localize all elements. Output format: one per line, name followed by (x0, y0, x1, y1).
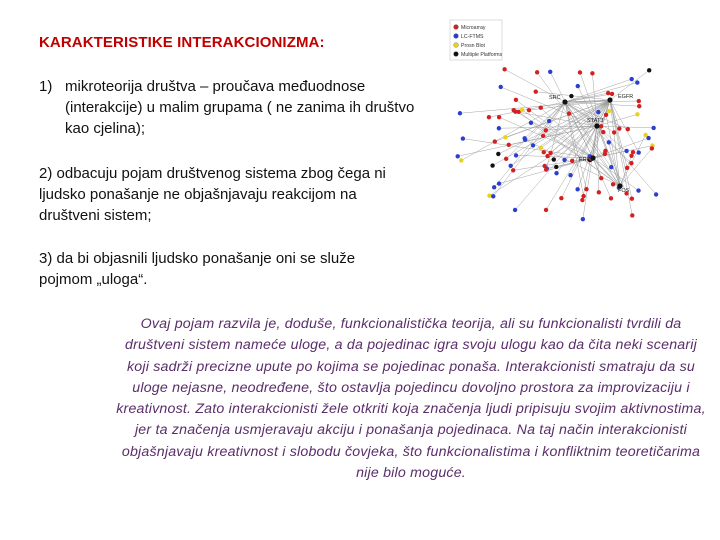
network-edges (458, 69, 656, 219)
network-node (496, 152, 500, 156)
network-node (497, 115, 501, 119)
network-node (529, 121, 533, 125)
legend-marker (454, 25, 459, 30)
network-node (597, 190, 601, 194)
network-hub-node (607, 97, 612, 102)
network-node (617, 126, 621, 130)
network-node (511, 168, 515, 172)
network-node (541, 134, 545, 138)
network-node (580, 198, 584, 202)
network-node (630, 196, 634, 200)
network-node (539, 146, 543, 150)
legend-label: Microarray (461, 25, 486, 31)
network-node (544, 128, 548, 132)
network-node (635, 112, 639, 116)
network-node (511, 108, 515, 112)
network-node (603, 152, 607, 156)
network-node (631, 150, 635, 154)
network-node (650, 146, 654, 150)
network-edge (610, 100, 639, 153)
network-node (547, 119, 551, 123)
network-node (609, 165, 613, 169)
network-node (552, 157, 556, 161)
network-node (624, 149, 628, 153)
network-node (599, 176, 603, 180)
network-hub-label: EGFR (618, 94, 634, 100)
network-node (575, 187, 579, 191)
network-node (527, 108, 531, 112)
network-node (513, 208, 517, 212)
slide-title: KARAKTERISTIKE INTERAKCIONIZMA: (39, 34, 325, 51)
network-node (569, 94, 573, 98)
network-node (609, 196, 613, 200)
network-node (607, 140, 611, 144)
network-node (625, 166, 629, 170)
network-node (535, 70, 539, 74)
network-node (487, 193, 491, 197)
network-node (607, 109, 611, 113)
network-node (497, 181, 501, 185)
network-node (542, 150, 546, 154)
network-node (507, 143, 511, 147)
network-node (635, 80, 639, 84)
network-node (559, 196, 563, 200)
network-node (502, 67, 506, 71)
network-node (654, 192, 658, 196)
network-node (611, 182, 615, 186)
point-1 (39, 76, 429, 139)
network-node (647, 68, 651, 72)
network-figure (425, 18, 665, 228)
network-graph (425, 18, 665, 228)
network-node (562, 158, 566, 162)
network-node (493, 139, 497, 143)
network-edge (610, 100, 632, 215)
network-node (491, 194, 495, 198)
network-node (646, 136, 650, 140)
network-node (629, 77, 633, 81)
network-node (459, 158, 463, 162)
point-3-text: 3) da bi objasnili ljudsko ponašanje oni se služe pojmom „uloga“. (39, 250, 356, 288)
network-node (503, 135, 507, 139)
network-edge (522, 110, 593, 158)
network-node (487, 115, 491, 119)
network-node (508, 164, 512, 168)
network-node (629, 161, 633, 165)
point-2-text: 2) odbacuju pojam društvenog sistema zbog čega ni ljudsko ponašanje ne objašnjavaju reakcijom na društveni sistem; (39, 165, 386, 224)
network-node (548, 70, 552, 74)
network-hub-node (594, 123, 599, 128)
network-node (523, 138, 527, 142)
network-node (601, 130, 605, 134)
network-edge (515, 100, 610, 210)
network-hub-label: STAT3 (587, 118, 604, 124)
legend-marker (454, 34, 459, 39)
network-node (514, 98, 518, 102)
network-hub-node (562, 99, 567, 104)
network-hub-label: SRC (549, 95, 561, 101)
network-hub-label: ERK2 (579, 157, 594, 163)
network-node (520, 108, 524, 112)
network-node (554, 171, 558, 175)
network-node (554, 165, 558, 169)
network-node (606, 91, 610, 95)
network-nodes (456, 67, 659, 221)
network-node (610, 92, 614, 96)
network-node (497, 126, 501, 130)
legend-marker (454, 43, 459, 48)
network-edge (493, 102, 565, 196)
network-node (637, 104, 641, 108)
network-node (492, 185, 496, 189)
legend-label: LC-FTMS (461, 34, 484, 40)
network-edge (593, 158, 620, 186)
network-edge (597, 126, 599, 192)
legend-label: Prosn Blot (461, 43, 485, 49)
network-node (637, 99, 641, 103)
legend-marker (454, 52, 459, 57)
network-node (461, 136, 465, 140)
network-node (630, 213, 634, 217)
network-node (490, 163, 494, 167)
network-node (514, 153, 518, 157)
network-node (636, 188, 640, 192)
quote-paragraph: Ovaj pojam razvila je, doduše, funkcionalistička teorija, ali su funkcionalisti tvrdili da društveni sistem nameće uloge, a da pojedinac igra svoju ulogu kao da čita neki scenarij koji sadrži precizne upute po kojima se pojedinac ponaša. Interakcionisti smatraju da su uloge nejasne, neodređene, što ostavlja pojedincu dovoljno prostora za improvizaciju i kreativnost. Zato interakcionisti žele otkriti koja značenja ljudi pripisuju svojim aktivnostima, jer ta značenja usmjeravaju akciju i ponašanja pojedinaca. Na taj način interakcionisti objašnjavaju kreativnost i slobodu čovjeka, što funkcionalistima i konfliktnim teoretičarima nije bilo moguće. (116, 316, 706, 482)
network-node (596, 110, 600, 114)
network-node (545, 154, 549, 158)
network-legend (450, 20, 503, 60)
network-node (626, 127, 630, 131)
network-node (504, 157, 508, 161)
network-hub-label: FOS (618, 188, 630, 194)
network-node (576, 84, 580, 88)
network-node (637, 150, 641, 154)
network-node (570, 159, 574, 163)
network-node (499, 85, 503, 89)
point-1-text: mikroteorija društva – proučava međuodnose (interakcije) u malim grupama ( ne zanima ih društvo kao cjelina); (65, 78, 415, 137)
network-node (599, 124, 603, 128)
network-node (578, 70, 582, 74)
network-node (651, 126, 655, 130)
network-node (544, 167, 548, 171)
network-node (456, 154, 460, 158)
network-node (568, 173, 572, 177)
network-node (544, 208, 548, 212)
point-1-number: 1) (39, 78, 53, 95)
network-node (604, 113, 608, 117)
network-node (567, 111, 571, 115)
network-node (531, 143, 535, 147)
network-node (612, 130, 616, 134)
network-node (581, 194, 585, 198)
network-node (590, 71, 594, 75)
network-node (539, 106, 543, 110)
network-node (584, 187, 588, 191)
network-node (534, 89, 538, 93)
network-node (581, 217, 585, 221)
network-node (458, 111, 462, 115)
legend-label: Multiple Platforms (461, 52, 503, 58)
